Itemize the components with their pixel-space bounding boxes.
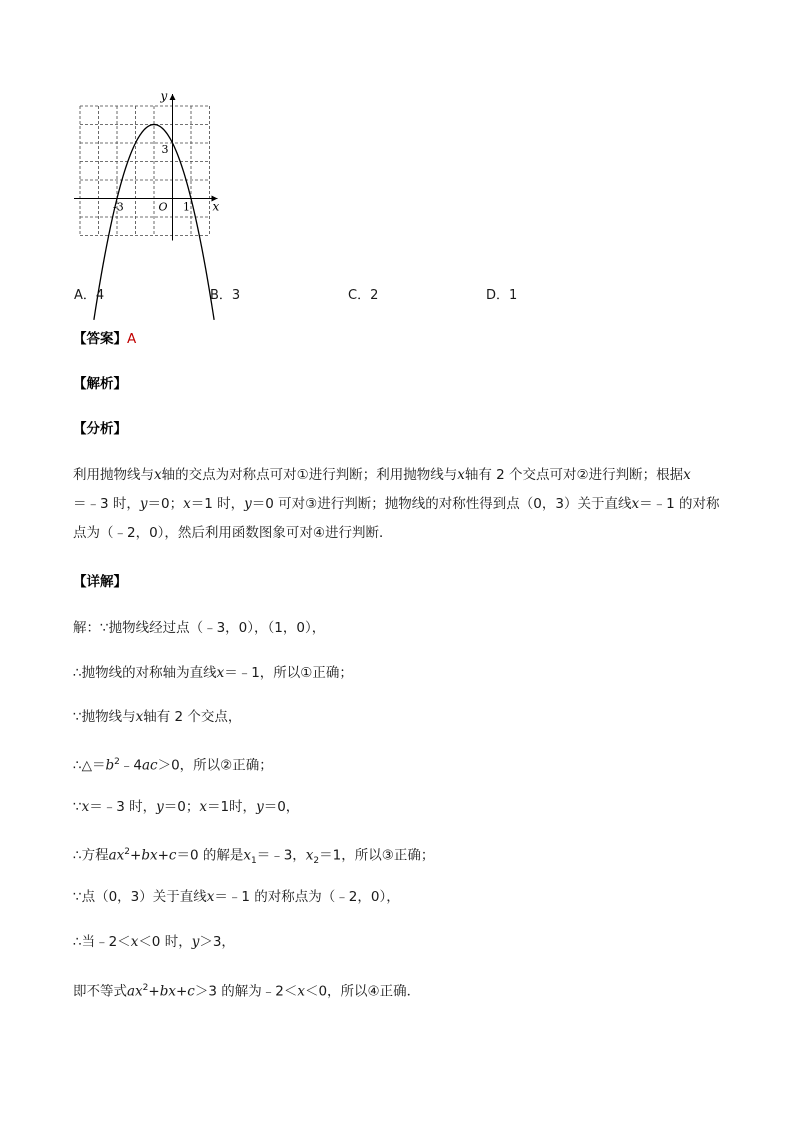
solution-line-1: 解：∵抛物线经过点（﹣3，0），（1，0）， xyxy=(73,620,326,636)
solution-line-9: 即不等式$ax^2+bx+c>3$ 的解为﹣2＜x＜0，所以④正确． xyxy=(73,983,421,1000)
choice-b: B．3 xyxy=(210,288,241,303)
choice-d: D．1 xyxy=(486,288,518,303)
y-axis-arrow xyxy=(170,94,176,100)
x-axis-label: x xyxy=(212,199,220,214)
answer-line xyxy=(73,329,136,349)
analysis-line-2: ＝﹣3 时，y＝0；x＝1 时，y＝0 可对③进行判断；抛物线的对称性得到点（0，3）关于直线x＝﹣1 的对称 xyxy=(73,496,720,512)
choice-a: A．4 xyxy=(74,288,105,303)
choice-c: C．2 xyxy=(348,288,379,303)
analysis-line-3: 点为（﹣2，0），然后利用函数图象可对④进行判断． xyxy=(73,525,393,541)
solution-line-5: ∵x＝﹣3 时，y＝0；x＝1时，y＝0， xyxy=(73,799,300,815)
tick-label-y3: 3 xyxy=(161,143,169,156)
solution-line-6: ∴方程$ax^2+bx+c=0$ 的解是$x_1=﹣3$，$x_2=1$，所以③正确； xyxy=(73,847,435,867)
tick-label-neg3: -3 xyxy=(113,200,124,214)
answer-value: A xyxy=(127,331,137,347)
parabola-figure xyxy=(68,88,218,263)
figure-grid xyxy=(80,106,210,236)
solution-line-2: ∴抛物线的对称轴为直线x＝﹣1，所以①正确； xyxy=(73,665,353,681)
solution-line-7: ∵点（0，3）关于直线x＝﹣1 的对称点为（﹣2，0）， xyxy=(73,889,400,905)
solution-line-8: ∴当﹣2＜x＜0 时，y＞3， xyxy=(73,934,235,950)
origin-label: O xyxy=(158,200,168,214)
tick-label-1: 1 xyxy=(183,200,190,214)
y-axis-label: y xyxy=(160,89,168,103)
analysis-paragraph xyxy=(73,461,723,548)
solution-line-4: $\therefore\triangle=b^2﹣4ac>0$，所以②正确； xyxy=(73,757,273,774)
analysis-line-1: 利用抛物线与x轴的交点为对称点可对①进行判断；利用抛物线与x轴有 2 个交点可对②进行判断；根据x xyxy=(73,467,691,483)
solution-line-3: ∵抛物线与x轴有 2 个交点， xyxy=(73,709,242,725)
heading-xiangjie: 【详解】 xyxy=(73,574,127,590)
heading-fenxi: 【分析】 xyxy=(73,421,127,437)
answer-label: 【答案】 xyxy=(73,331,127,347)
heading-analysis: 【解析】 xyxy=(73,376,127,392)
